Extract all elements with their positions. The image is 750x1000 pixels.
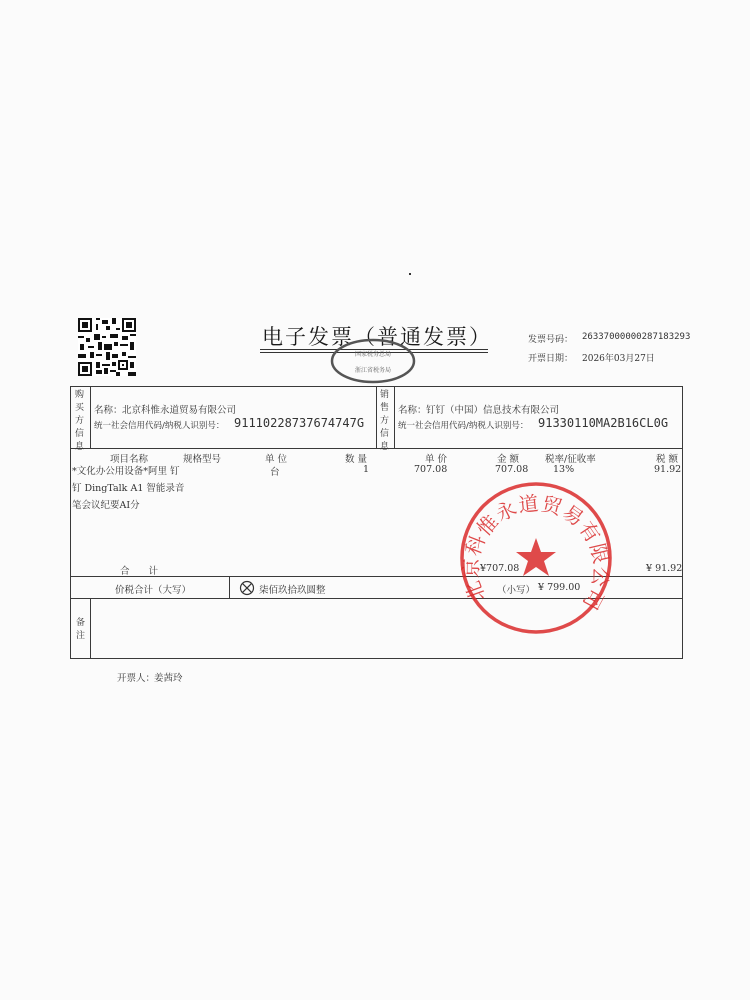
total-amount: ¥707.08 bbox=[480, 563, 520, 574]
tax-bureau-oval-stamp bbox=[330, 338, 416, 384]
header-tax: 税 额 bbox=[656, 454, 679, 465]
invoice-number-label: 发票号码： bbox=[528, 335, 574, 345]
remarks-divider bbox=[90, 598, 91, 659]
item-price: 707.08 bbox=[414, 464, 448, 475]
header-rate: 税率/征收率 bbox=[545, 454, 596, 465]
scan-speck bbox=[409, 273, 411, 275]
total-label: 合 计 bbox=[120, 566, 159, 577]
item-name-line-3: 笔会议纪要AI分 bbox=[72, 500, 140, 511]
party-middle-divider bbox=[376, 386, 377, 449]
qr-code bbox=[78, 318, 136, 376]
header-price: 单 价 bbox=[425, 454, 448, 465]
invoice-number: 26337000000287183293 bbox=[582, 332, 691, 342]
grand-total-small-label: （小写） bbox=[497, 585, 536, 596]
invoice-title: 电子发票（普通发票） bbox=[262, 325, 492, 349]
table-right-border bbox=[682, 386, 683, 659]
buyer-name-label: 名称： bbox=[94, 405, 123, 416]
company-seal-stamp bbox=[458, 480, 614, 636]
seller-tax-label: 统一社会信用代码/纳税人识别号： bbox=[398, 421, 529, 431]
oval-stamp-line-1: 国家税务总局 bbox=[354, 351, 392, 358]
invoice-date-label: 开票日期： bbox=[528, 354, 574, 364]
buyer-name: 北京科惟永道贸易有限公司 bbox=[122, 405, 237, 416]
seller-name: 钉钉（中国）信息技术有限公司 bbox=[426, 405, 560, 416]
remarks-label: 备注 bbox=[76, 618, 86, 641]
buyer-tax-label: 统一社会信用代码/纳税人识别号： bbox=[94, 421, 225, 431]
buyer-side-label: 购买方信息 bbox=[75, 390, 85, 452]
seal-text: 北京科惟永道贸易有限公司 bbox=[458, 490, 614, 615]
header-item-name: 项目名称 bbox=[110, 454, 149, 465]
item-rate: 13% bbox=[553, 464, 575, 475]
total-tax: ¥ 91.92 bbox=[646, 563, 683, 574]
buyer-tax-id: 91110228737674747G bbox=[234, 416, 365, 430]
issuer-label: 开票人： bbox=[117, 673, 156, 684]
item-name-line-1: *文化办公用设备*阿里 钉 bbox=[72, 466, 180, 477]
seller-side-label: 销售方信息 bbox=[380, 390, 390, 452]
issuer-name: 姜茜玲 bbox=[154, 673, 183, 684]
header-spec: 规格型号 bbox=[183, 454, 222, 465]
header-qty: 数 量 bbox=[345, 454, 368, 465]
grand-total-words: 柒佰玖拾玖圆整 bbox=[259, 585, 326, 596]
header-amount: 金 额 bbox=[497, 454, 520, 465]
grand-total-label: 价税合计（大写） bbox=[115, 585, 192, 596]
seller-tax-id: 91330110MA2B16CL0G bbox=[538, 416, 669, 430]
item-tax: 91.92 bbox=[654, 464, 682, 475]
table-left-border bbox=[70, 386, 71, 659]
header-unit: 单 位 bbox=[265, 454, 288, 465]
buyer-label-divider bbox=[90, 386, 91, 449]
invoice-date: 2026年03月27日 bbox=[582, 354, 655, 364]
item-qty: 1 bbox=[363, 464, 370, 475]
cancel-x-icon bbox=[239, 580, 255, 596]
item-unit: 台 bbox=[270, 467, 280, 478]
oval-stamp-line-2: 浙江省税务局 bbox=[354, 367, 392, 374]
item-name-line-2: 钉 DingTalk A1 智能录音 bbox=[72, 483, 185, 494]
seller-name-label: 名称： bbox=[398, 405, 427, 416]
table-row bbox=[72, 463, 222, 511]
grand-total-divider bbox=[229, 577, 230, 599]
table-bottom-border bbox=[70, 658, 683, 659]
item-amount: 707.08 bbox=[495, 464, 529, 475]
grand-total-small: ¥ 799.00 bbox=[538, 582, 581, 593]
seller-label-divider bbox=[394, 386, 395, 449]
